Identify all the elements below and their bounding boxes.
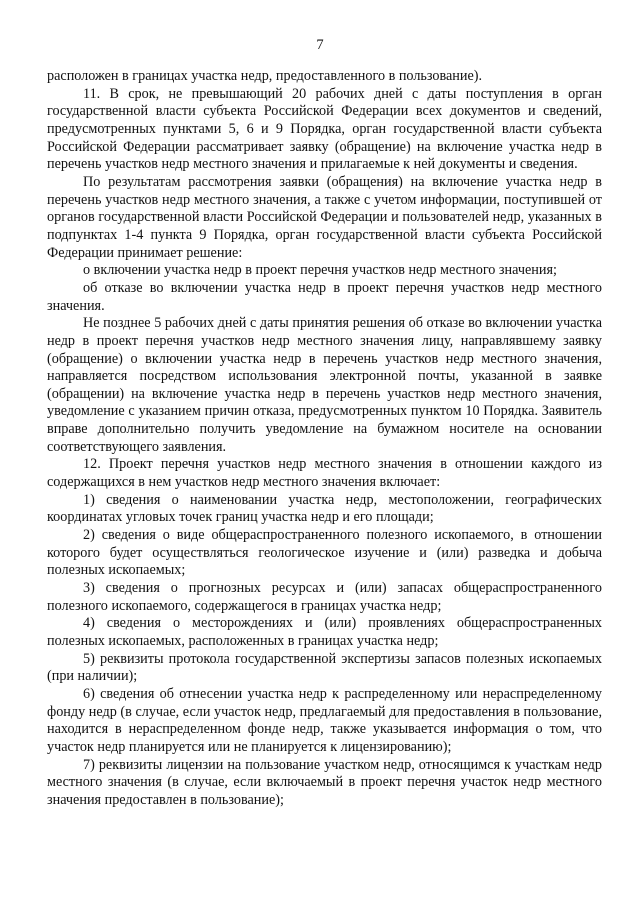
list-item-4: 4) сведения о месторождениях и (или) проявлениях общераспространенных полезных ископаемых, расположенных в границах участка недр;	[47, 615, 602, 649]
document-body	[47, 68, 602, 810]
list-item-5: 5) реквизиты протокола государственной экспертизы запасов полезных ископаемых (при наличии);	[47, 650, 602, 685]
list-item-6: 6) сведения об отнесении участка недр к распределенному или нераспределенному фонду недр (в случае, если участок недр, предлагаемый для предоставления в пользование, находится в нераспределенном фонде недр, также указывается информация о том, что участок недр планируется или не планируется к лицензированию);	[47, 685, 602, 755]
page-number: 7	[316, 37, 324, 53]
list-item-7: 7) реквизиты лицензии на пользование участком недр, относящимся к участкам недр местного значения (в случае, если включаемый в проект перечня участок недр местного значения предоставлен в пользование);	[47, 756, 602, 808]
paragraph-decision-intro: По результатам рассмотрения заявки (обращения) на включение участка недр в перечень участков недр местного значения, а также с учетом информации, поступившей от органов государственной власти Российской Федерации и пользователей недр, указанных в подпунктах 1-4 пункта 9 Порядка, орган государственной власти субъекта Российской Федерации принимает решение:	[47, 173, 602, 261]
paragraph-item-11: 11. В срок, не превышающий 20 рабочих дней с даты поступления в орган государственной власти субъекта Российской Федерации всех документов и сведений, предусмотренных пунктами 5, 6 и 9 Порядка, орган государственной власти субъекта Российской Федерации рассматривает заявку (обращение) на включение участка недр в перечень участков недр местного значения и прилагаемые к ней документы и сведения.	[47, 85, 602, 173]
paragraph-item-12: 12. Проект перечня участков недр местного значения в отношении каждого из содержащихся в нем участков недр местного значения включает:	[47, 456, 602, 491]
list-item-1: 1) сведения о наименовании участка недр, местоположении, географических координатах угловых точек границ участка недр и его площади;	[47, 491, 602, 526]
paragraph-decision-include: о включении участка недр в проект перечня участков недр местного значения;	[83, 262, 557, 279]
paragraph-decision-refuse: об отказе во включении участка недр в проект перечня участков недр местного значения.	[47, 279, 602, 314]
paragraph-continuation: расположен в границах участка недр, предоставленного в пользование).	[47, 68, 483, 84]
paragraph-refusal-notice: Не позднее 5 рабочих дней с даты принятия решения об отказе во включении участка недр в проект перечня участков недр местного значения лицу, направлявшему заявку (обращение) о включении участка недр в перечень участков недр местного значения, направляется посредством использования электронной почты, указанной в заявке (обращении) на включение участка недр в перечень участков недр местного значения, уведомление с указанием причин отказа, предусмотренных пунктом 10 Порядка. Заявитель вправе дополнительно получить уведомление на бумажном носителе на основании соответствующего заявления.	[47, 315, 602, 455]
list-item-3: 3) сведения о прогнозных ресурсах и (или) запасах общераспространенного полезного ископаемого, содержащегося в границах участка недр;	[47, 580, 602, 614]
list-item-2: 2) сведения о виде общераспространенного полезного ископаемого, в отношении которого будет осуществляться геологическое изучение и (или) разведка и добыча полезных ископаемых;	[47, 527, 602, 579]
